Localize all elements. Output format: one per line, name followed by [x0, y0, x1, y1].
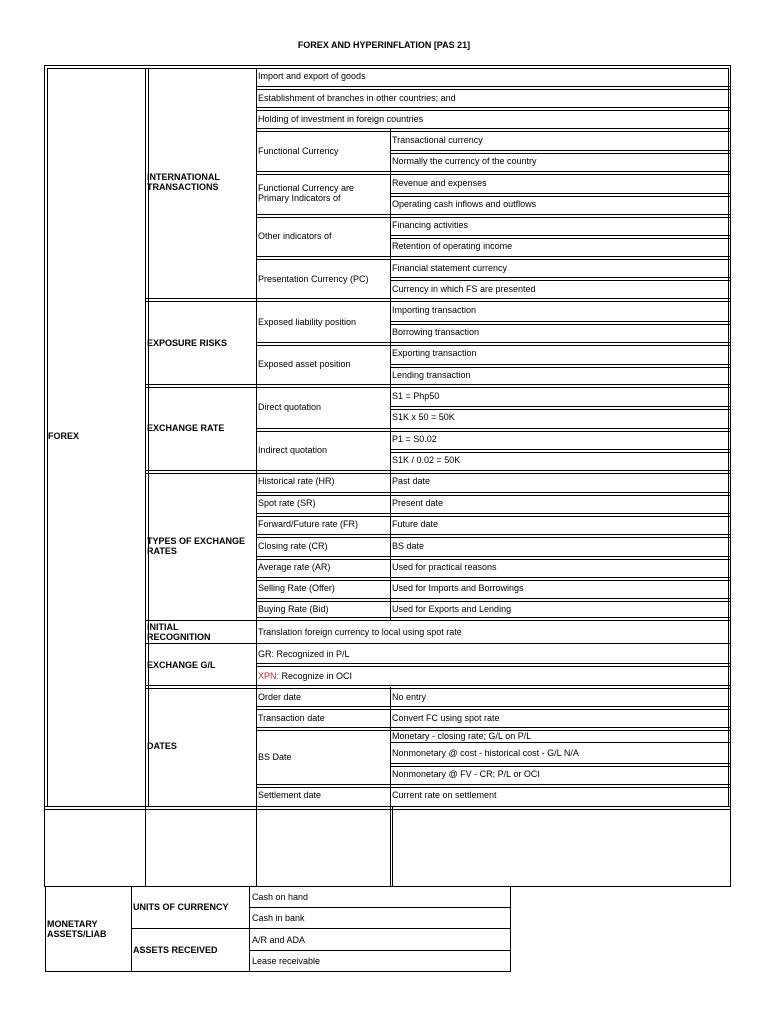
rate-type-use: Present date [392, 498, 444, 508]
direct-quotation-item: S1 = Php50 [392, 391, 440, 401]
rate-type-name: Average rate (AR) [258, 562, 331, 572]
exposed-liability-label: Exposed liability position [258, 317, 357, 327]
functional-currency-label: Functional Currency [258, 146, 339, 156]
transaction-date-value: Convert FC using spot rate [392, 713, 500, 723]
units-item: Cash on hand [252, 892, 309, 902]
presentation-currency-item: Financial statement currency [392, 263, 508, 273]
functional-currency-item: Normally the currency of the country [392, 156, 537, 166]
intl-row: Establishment of branches in other countries; and [258, 93, 456, 103]
indirect-quotation-item: P1 = S0.02 [392, 434, 437, 444]
intl-row: Holding of investment in foreign countries [258, 114, 424, 124]
units-of-currency-label: UNITS OF CURRENCY [133, 902, 229, 912]
transaction-date-label: Transaction date [258, 713, 325, 723]
group-dates: DATES [147, 741, 177, 751]
rate-type-use: Used for Exports and Lending [392, 604, 512, 614]
other-indicators-item: Financing activities [392, 220, 469, 230]
units-item: Cash in bank [252, 913, 305, 923]
bs-date-item: Nonmonetary @ cost - historical cost - G/L N/A [392, 748, 579, 758]
rate-type-use: BS date [392, 541, 425, 551]
order-date-label: Order date [258, 692, 302, 702]
group-initial-recognition: INITIAL RECOGNITION [147, 622, 211, 642]
settlement-date-value: Current rate on settlement [392, 790, 497, 800]
settlement-date-label: Settlement date [258, 790, 322, 800]
rate-type-name: Spot rate (SR) [258, 498, 316, 508]
initial-recognition-text: Translation foreign currency to local using spot rate [258, 627, 462, 637]
rate-type-name: Forward/Future rate (FR) [258, 519, 359, 529]
primary-indicators-item: Operating cash inflows and outflows [392, 199, 537, 209]
direct-quotation-item: S1K x 50 = 50K [392, 412, 455, 422]
exposed-asset-item: Exporting transaction [392, 348, 477, 358]
other-indicators-item: Retention of operating income [392, 241, 513, 251]
xpn-prefix: XPN: [258, 671, 280, 681]
page-title: FOREX AND HYPERINFLATION [PAS 21] [297, 40, 471, 50]
group-types-of-exchange-rates: TYPES OF EXCHANGE RATES [147, 536, 246, 556]
other-indicators-label: Other indicators of [258, 231, 332, 241]
xpn-text: Recognize in OCI [279, 671, 353, 681]
order-date-value: No entry [392, 692, 427, 702]
exposed-liability-item: Importing transaction [392, 305, 477, 315]
rate-type-use: Past date [392, 476, 431, 486]
group-exposure-risks: EXPOSURE RISKS [147, 338, 228, 348]
rate-type-name: Closing rate (CR) [258, 541, 328, 551]
indirect-quotation-label: Indirect quotation [258, 445, 328, 455]
gr-text: GR: Recognized in P/L [258, 649, 350, 659]
indirect-quotation-item: S1K / 0.02 = 50K [392, 455, 461, 465]
exposed-asset-item: Lending transaction [392, 370, 471, 380]
xpn-row [258, 671, 352, 681]
rate-type-name: Selling Rate (Offer) [258, 583, 335, 593]
group-international-transactions: INTERNATIONAL TRANSACTIONS [147, 172, 220, 192]
primary-indicators-item: Revenue and expenses [392, 178, 487, 188]
assets-item: Lease receivable [252, 956, 321, 966]
assets-item: A/R and ADA [252, 935, 306, 945]
rate-type-use: Future date [392, 519, 439, 529]
presentation-currency-item: Currency in which FS are presented [392, 284, 536, 294]
rate-type-name: Historical rate (HR) [258, 476, 335, 486]
bs-date-item: Nonmonetary @ FV - CR; P/L or OCI [392, 769, 540, 779]
exposed-asset-label: Exposed asset position [258, 359, 351, 369]
presentation-currency-label: Presentation Currency (PC) [258, 274, 369, 284]
direct-quotation-label: Direct quotation [258, 402, 322, 412]
rate-type-use: Used for practical reasons [392, 562, 497, 572]
rate-type-name: Buying Rate (Bid) [258, 604, 329, 614]
group-exchange-gl: EXCHANGE G/L [147, 660, 216, 670]
bs-date-label: BS Date [258, 752, 292, 762]
primary-indicators-label: Functional Currency are Primary Indicators of [258, 183, 355, 203]
rate-type-use: Used for Imports and Borrowings [392, 583, 524, 593]
group-exchange-rate: EXCHANGE RATE [147, 423, 225, 433]
monetary-label: MONETARY ASSETS/LIAB [47, 919, 107, 939]
functional-currency-item: Transactional currency [392, 135, 483, 145]
forex-label: FOREX [48, 431, 80, 441]
assets-received-label: ASSETS RECEIVED [133, 945, 218, 955]
bs-date-item: Monetary - closing rate; G/L on P/L [392, 731, 532, 741]
intl-row: Import and export of goods [258, 71, 366, 81]
exposed-liability-item: Borrowing transaction [392, 327, 480, 337]
